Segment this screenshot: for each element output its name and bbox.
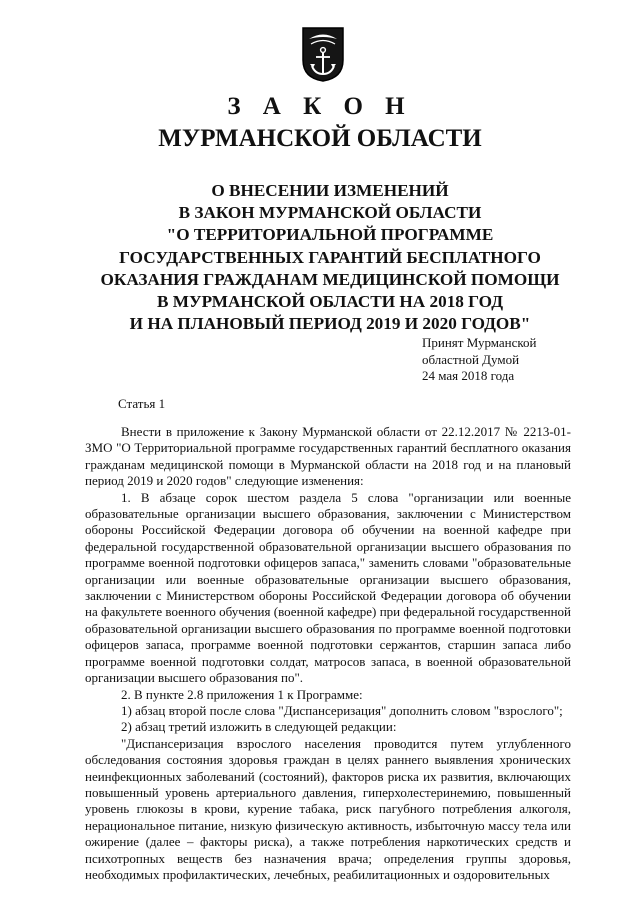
heading-line: ОКАЗАНИЯ ГРАЖДАНАМ МЕДИЦИНСКОЙ ПОМОЩИ xyxy=(100,269,560,289)
body-paragraph: 1) абзац второй после слова "Диспансеризация" дополнить словом "взрослого"; xyxy=(121,702,563,718)
law-region: МУРМАНСКОЙ ОБЛАСТИ xyxy=(158,125,482,152)
body-paragraph: "Диспансеризация взрослого населения проводится путем углубленного обследования состояния здоровья граждан в целях раннего выявления хронических неинфекционных заболеваний (состояний), факторов риска их развития, включающих повышенный уровень артериального давления, гиперхолестеринемию, повышенный уровень глюкозы в крови, курение табака, риск пагубного потребления алкоголя, нерациональное питание, низкую физическую активность, избыточную массу тела или ожирение (далее – факторы риска), а также потребления наркотических средств и психотропных веществ без назначения врача; определения группы здоровья, необходимых профилактических, лечебных, реабилитационных и оздоровительных xyxy=(85,735,571,882)
heading-line: В ЗАКОН МУРМАНСКОЙ ОБЛАСТИ xyxy=(178,203,482,223)
adoption-line: Принят Мурманской xyxy=(422,335,537,350)
document-heading xyxy=(60,180,600,335)
heading-line: И НА ПЛАНОВЫЙ ПЕРИОД 2019 И 2020 ГОДОВ" xyxy=(129,314,531,334)
law-title: З А К О Н xyxy=(227,93,413,120)
heading-line: ГОСУДАРСТВЕННЫХ ГАРАНТИЙ БЕСПЛАТНОГО xyxy=(119,247,541,267)
article-body xyxy=(85,424,571,883)
adoption-date: 24 мая 2018 года xyxy=(422,368,515,383)
adoption-line: областной Думой xyxy=(422,351,520,367)
body-paragraph: 2. В пункте 2.8 приложения 1 к Программе: xyxy=(121,686,363,702)
body-paragraph: Внести в приложение к Закону Мурманской области от 22.12.2017 № 2213-01-ЗМО "О Территориальной программе государственных гарантий бесплатного оказания гражданам медицинской помощи в Мурманской области на 2018 год и на плановый период 2019 и 2020 годов" следующие изменения: xyxy=(85,424,571,489)
body-paragraph: 1. В абзаце сорок шестом раздела 5 слова "организации или военные образовательные организации высшего образования, заключении с Министерством обороны Российской Федерации договора об обучении на военной кафедре при федеральной государственной образовательной организации высшего образования по программе военной подготовки офицеров запаса," заменить словами "образовательные организации или военные образовательные организации высшего образования, заключении с Министерством обороны Российской Федерации договора об обучении на факультете военного обучения (военной кафедре) при федеральной государственной образовательной организации высшего образования по программе военной подготовки офицеров запаса, программе военной подготовки сержантов, старшин запаса либо программе военной подготовки солдат, матросов запаса, в военной образовательной организации высшего образования по". xyxy=(85,489,571,686)
heading-line: В МУРМАНСКОЙ ОБЛАСТИ НА 2018 ГОД xyxy=(156,292,504,312)
heading-line: "О ТЕРРИТОРИАЛЬНОЙ ПРОГРАММЕ xyxy=(166,225,494,245)
body-paragraph: 2) абзац третий изложить в следующей редакции: xyxy=(121,719,397,735)
heading-line: О ВНЕСЕНИИ ИЗМЕНЕНИЙ xyxy=(211,181,449,200)
adoption-note xyxy=(422,335,537,385)
article-label: Статья 1 xyxy=(118,396,166,411)
murmansk-coat-of-arms-icon xyxy=(301,26,345,82)
